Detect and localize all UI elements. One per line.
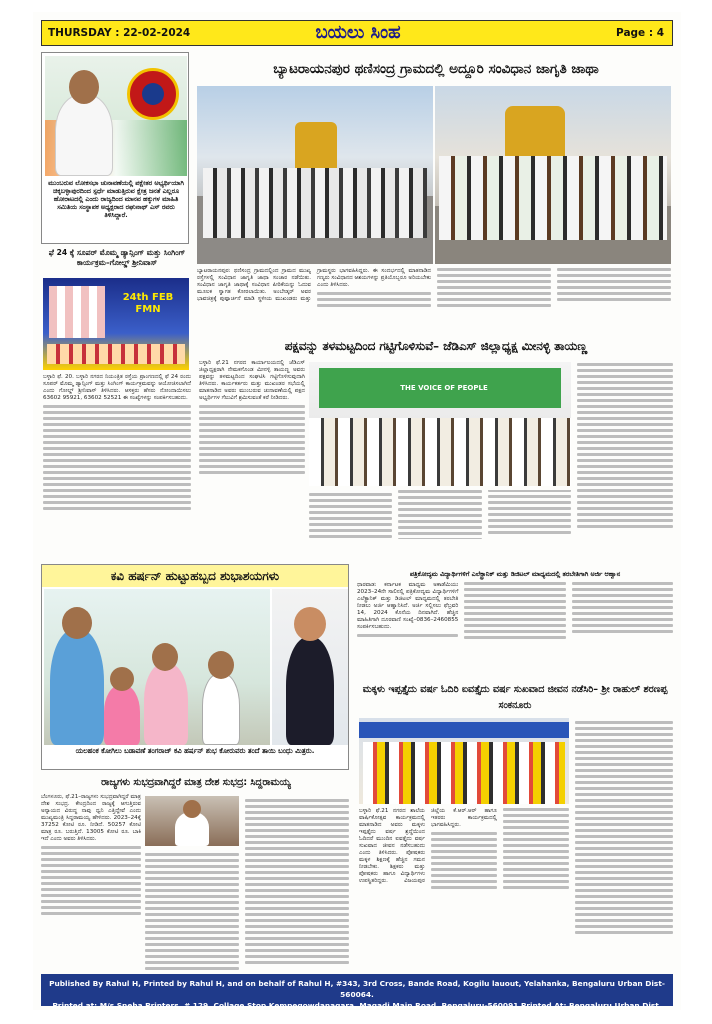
story5-body-right	[245, 796, 349, 970]
imprint-footer	[41, 974, 673, 1021]
birthday-headline: ಕವಿ ಹರ್ಷನ್ ಹುಟ್ಟುಹಬ್ಬದ ಶುಭಾಶಯಗಳು	[42, 565, 348, 587]
story4-body: ಧಾರವಾಡ: ಕರ್ನಾಟಕ ಮಾಧ್ಯಮ ಅಕಾಡೆಮಿಯು 2023–24ನೇ ಸಾಲಿನಲ್ಲಿ ಪತ್ರಿಕೋದ್ಯಮ ವಿದ್ಯಾರ್ಥಿಗಳಿಗೆ ಎಲೆಕ್ಟ್ರಾನಿಕ್ ಮತ್ತು ಡಿಜಿಟಲ್ ಮಾಧ್ಯಮದಲ್ಲಿ ತರಬೇತಿ ನೀಡಲು ಅರ್ಜಿ ಆಹ್ವಾನಿಸಿದೆ. ಅರ್ಜಿ ಸಲ್ಲಿಸಲು ಫೆಬ್ರವರಿ 14, 2024 ಕೊನೆಯ ದಿನವಾಗಿದೆ. ಹೆಚ್ಚಿನ ಮಾಹಿತಿಗಾಗಿ ದೂರವಾಣಿ ಸಂಖ್ಯೆ–0836–2460855 ಸಂಪರ್ಕಿಸಬಹುದು.	[357, 582, 673, 678]
story6-body-right	[575, 718, 673, 970]
birthday-photo-family	[44, 589, 270, 745]
masthead	[41, 20, 673, 46]
ad-photo	[45, 56, 187, 176]
story2-banner	[43, 278, 189, 370]
ad-caption: ಮುಂಬರುವ ಲೋಕಸಭಾ ಚುನಾವಣೆಯಲ್ಲಿ ಪಕ್ಷೇತರ ಅಭ್ಯರ್ಥಿಯಾಗಿ ಚಿಕ್ಕಬಳ್ಳಾಪುರದಿಂದ ಸ್ಪರ್ಧೆ ಮಾಡುತ್ತಿರುವ ಕ್ಷೇತ್ರ ಜನತೆ ಎಲ್ಲರೂ ಹೋರಾಟದಲ್ಲಿ ಎಂದು ರಾಜ್ಯದಿಂದ ಮಾನವ ಹಕ್ಕುಗಳ ಮಾಹಿತಿ ಸಮಿತಿಯ ಸಂಸ್ಥಾಪಕ ಅಧ್ಯಕ್ಷರಾದ ರಘುನಾಥ್ ಎಸ್ ರವರು ತಿಳಿಸಿದ್ದಾರೆ.	[48, 179, 184, 219]
emblem-icon	[127, 68, 179, 120]
person-figure	[55, 94, 113, 176]
issue-date: THURSDAY : 22-02-2024	[48, 27, 191, 39]
story4-headline: ಪತ್ರಿಕೋದ್ಯಮ ವಿದ್ಯಾರ್ಥಿಗಳಿಗೆ ಎಲೆಕ್ಟ್ರಾನಿಕ್ ಮತ್ತು ಡಿಜಿಟಲ್ ಮಾಧ್ಯಮದಲ್ಲಿ ತರಬೇತಿಗಾಗಿ ಅರ್ಜಿ ಆಹ್ವಾನ	[409, 570, 621, 578]
story2-headline: ಫೆ 24 ಕ್ಕೆ ಸೂಪರ್ ಮೊಮ್ಮ ಡ್ಯಾನ್ಸಿಂಗ್ ಮತ್ತು ಸಿಂಗಿಂಗ್ ಕಾರ್ಯಕ್ರಮ–ಗೋಲ್ಡ್ ಶ್ರೀನಿವಾಸ್	[48, 248, 186, 267]
person-head	[69, 70, 99, 104]
story1-photo-left	[197, 86, 433, 264]
story1-photo-right	[435, 86, 671, 264]
story5-body-center	[145, 850, 239, 970]
banner-text: THE VOICE OF PEOPLE	[400, 384, 488, 392]
page-number: Page : 4	[616, 27, 664, 39]
newspaper-title: ಬಯಲು ಸಿಂಹ	[315, 22, 401, 43]
story6-photo	[359, 718, 569, 804]
ad-birthday	[41, 564, 349, 770]
imprint-line-1: Published By Rahul H, Printed by Rahul H, and on behalf of Rahul H, #343, 3rd Cross, Bande Road, Kogilu lauout, Yelahanka, Bengaluru Urban Dist-560064.	[49, 979, 665, 999]
story2-body: ಬಳ್ಳಾರಿ ಫೆ. 20. ಬಳ್ಳಾರಿ ನಗರದ ನಿಯಂತ್ರಿತ ರಸ್ತೆಯ ಪ್ರಾಂಗಣದಲ್ಲಿ ಫೆ 24 ರಂದು ಸೂಪರ್ ಮೊಮ್ಮ ಡ್ಯಾನ್ಸಿಂಗ್ ಮತ್ತು ಸಿಂಗಿಂಗ್ ಕಾರ್ಯಕ್ರಮವನ್ನು ಆಯೋಜಿಸಲಾಗಿದೆ ಎಂದು ಗೋಲ್ಡ್ ಶ್ರೀನಿವಾಸ್ ತಿಳಿಸಿದರು. ಆಸಕ್ತರು ಹೆಸರು ನೋಂದಾಯಿಸಲು 63602 95921, 63602 52521 ಈ ಸಂಖ್ಯೆಗಳನ್ನು ಸಂಪರ್ಕಿಸಬಹುದು.	[43, 374, 191, 556]
story5-photo	[145, 796, 239, 846]
story3-photo	[309, 362, 571, 486]
story1-body: ಬ್ಯಾಟರಾಯನಪುರ: ಥಣಿಸಂದ್ರ ಗ್ರಾಮದಲ್ಲಿಂದ ಗ್ರಾಮದ ಮುಖ್ಯ ರಸ್ತೆಗಳಲ್ಲಿ ಸಂವಿಧಾನ ಜಾಗೃತಿ ಜಾಥಾ ಸಂಚಾರ ನಡೆಯಿತು. ಸಂವಿಧಾನ ಜಾಗೃತಿ ಜಾಥಾಕ್ಕೆ ಸಂವಿಧಾನ ಪೀಠಿಕೆಯನ್ನು ಓದುವ ಮೂಲಕ ಸ್ವಾಗತ ಕೋರಲಾಯಿತು. ಅಂಬೇಡ್ಕರ್ ಅವರ ಭಾವಚಿತ್ರಕ್ಕೆ ಪುಷ್ಪಾರ್ಚನೆ ಮಾಡಿ ಸ್ಥಳೀಯ ಮುಖಂಡರು ಮತ್ತು ಗ್ರಾಮಸ್ಥರು ಭಾಗವಹಿಸಿದ್ದರು. ಈ ಸಂದರ್ಭದಲ್ಲಿ ಮಾತನಾಡಿದ ಗಣ್ಯರು ಸಂವಿಧಾನದ ಆಶಯಗಳನ್ನು ಪ್ರತಿಯೊಬ್ಬರೂ ಅರಿಯಬೇಕು ಎಂದು ತಿಳಿಸಿದರು.	[197, 268, 671, 330]
birthday-caption: ಯಲಹಂಕ ಕೋಗಿಲು ಬಡಾವಣೆ ತಂಗರಾಜ್ ಕವಿ ಹರ್ಷನ್ ಶುಭ ಕೋರುವರು ತಂದೆ ತಾಯಿ ಬಂಧು ಮಿತ್ರರು.	[75, 747, 315, 755]
story3-body-right	[577, 360, 673, 560]
newspaper-page	[33, 12, 681, 1021]
story3-body-center	[309, 490, 571, 560]
ad-top-left	[41, 52, 189, 244]
story5-headline: ರಾಜ್ಯಗಳು ಸುಭದ್ರವಾಗಿದ್ದರೆ ಮಾತ್ರ ದೇಶ ಸುಭದ್ರ: ಸಿದ್ದರಾಮಯ್ಯ	[101, 777, 291, 788]
story3-headline: ಪಕ್ಷವನ್ನು ತಳಮಟ್ಟದಿಂದ ಗಟ್ಟಿಗೊಳಿಸುವೆ– ಜೆಡಿಎಸ್ ಜಿಲ್ಲಾಧ್ಯಕ್ಷ ಮೀನಳ್ಳಿ ತಾಯಣ್ಣ	[284, 339, 588, 353]
story5-body-left: ಬೆಂಗಳೂರು, ಫೆ.21–ರಾಜ್ಯಗಳು ಸುಭದ್ರವಾಗಿದ್ದರೆ ಮಾತ್ರ ದೇಶ ಸುಭದ್ರ. ಕೇಂದ್ರದಿಂದ ರಾಜ್ಯಕ್ಕೆ ಆಗುತ್ತಿರುವ ಅನ್ಯಾಯದ ವಿರುದ್ಧ ನಾವು ಧ್ವನಿ ಎತ್ತಿದ್ದೇವೆ ಎಂದು ಮುಖ್ಯಮಂತ್ರಿ ಸಿದ್ದರಾಮಯ್ಯ ಹೇಳಿದರು. 2023–24ಕ್ಕೆ 37252 ಕೋಟಿ ರೂ. ನೀಡಿದೆ. 50257 ಕೋಟಿ ಮಾತ್ರ ರೂ. ಬರುತ್ತಿದೆ. 13005 ಕೋಟಿ ರೂ. ಬಾಕಿ ಇದೆ ಎಂದು ಅವರು ತಿಳಿಸಿದರು.	[41, 794, 141, 970]
banner-text: 24th FEB FMN	[122, 292, 174, 315]
imprint-line-2: Printed at: M/s Sneha Printers, # 129, Collage Stop Kempegowdanagara, Magadi Main Road, Bengaluru-560091 Printed At: Bengaluru Urban Dist. Editor: Rahul H.	[52, 1001, 662, 1021]
story6-headline: ಮಕ್ಕಳು ಇಪ್ಪತ್ತೈದು ವರ್ಷ ಓದಿರಿ ಐವತ್ತೈದು ವರ್ಷ ಸುಖವಾದ ಜೀವನ ನಡೆಸಿರಿ– ಶ್ರೀ ರಾಹುಲ್ ಶರಣಪ್ಪ ಸಂಕನೂರು	[362, 684, 668, 711]
birthday-photo-boy	[272, 589, 348, 745]
story3-body-left: ಬಳ್ಳಾರಿ ಫೆ.21 ನಗರದ ಕಾರ್ಯಾಲಯದಲ್ಲಿ ಜೆಡಿಎಸ್ ಜಿಲ್ಲಾಧ್ಯಕ್ಷರಾಗಿ ನೇಮಕಗೊಂಡ ಮೀನಳ್ಳಿ ತಾಯಣ್ಣ ಅವರು ಪಕ್ಷವನ್ನು ತಳಮಟ್ಟದಿಂದ ಸಂಘಟಿಸಿ ಗಟ್ಟಿಗೊಳಿಸುವುದಾಗಿ ತಿಳಿಸಿದರು. ಕಾರ್ಯಕರ್ತರು ಮತ್ತು ಮುಖಂಡರ ಸಭೆಯಲ್ಲಿ ಮಾತನಾಡಿದ ಅವರು ಮುಂಬರುವ ಚುನಾವಣೆಯಲ್ಲಿ ಪಕ್ಷದ ಅಭ್ಯರ್ಥಿಗಳ ಗೆಲುವಿಗೆ ಶ್ರಮಿಸುವಂತೆ ಕರೆ ನೀಡಿದರು.	[199, 360, 305, 560]
story6-body: ಬಳ್ಳಾರಿ ಫೆ.21 ನಗರದ ಶಾಲೆಯ ವಾರ್ಷಿಕೋತ್ಸವ ಕಾರ್ಯಕ್ರಮದಲ್ಲಿ ಮಾತನಾಡಿದ ಅವರು ಮಕ್ಕಳು ಇಪ್ಪತ್ತೈದು ವರ್ಷ ಶ್ರದ್ಧೆಯಿಂದ ಓದಿದರೆ ಮುಂದಿನ ಐವತ್ತೈದು ವರ್ಷ ಸುಖವಾದ ಜೀವನ ನಡೆಸಬಹುದು ಎಂದು ತಿಳಿಸಿದರು. ಪೋಷಕರು ಮಕ್ಕಳ ಶಿಕ್ಷಣಕ್ಕೆ ಹೆಚ್ಚಿನ ಗಮನ ನೀಡಬೇಕು. ಶಿಕ್ಷಕರು ಮತ್ತು ಪೋಷಕರು ಹಾಗೂ ವಿದ್ಯಾರ್ಥಿಗಳು ಉಪಸ್ಥಿತರಿದ್ದರು. ವಿಜಯಪುರ ಜಿಲ್ಲೆಯ ಕೆ.ಆರ್.ಆರ್ ಹಾಗೂ ಇತರರು ಕಾರ್ಯಕ್ರಮದಲ್ಲಿ ಭಾಗವಹಿಸಿದ್ದರು.	[359, 808, 569, 970]
story1-headline: ಬ್ಯಾಟರಾಯನಪುರ ಥಣಿಸಂದ್ರ ಗ್ರಾಮದಲ್ಲಿ ಅದ್ದೂರಿ ಸಂವಿಧಾನ ಜಾಗೃತಿ ಜಾಥಾ	[273, 61, 599, 77]
